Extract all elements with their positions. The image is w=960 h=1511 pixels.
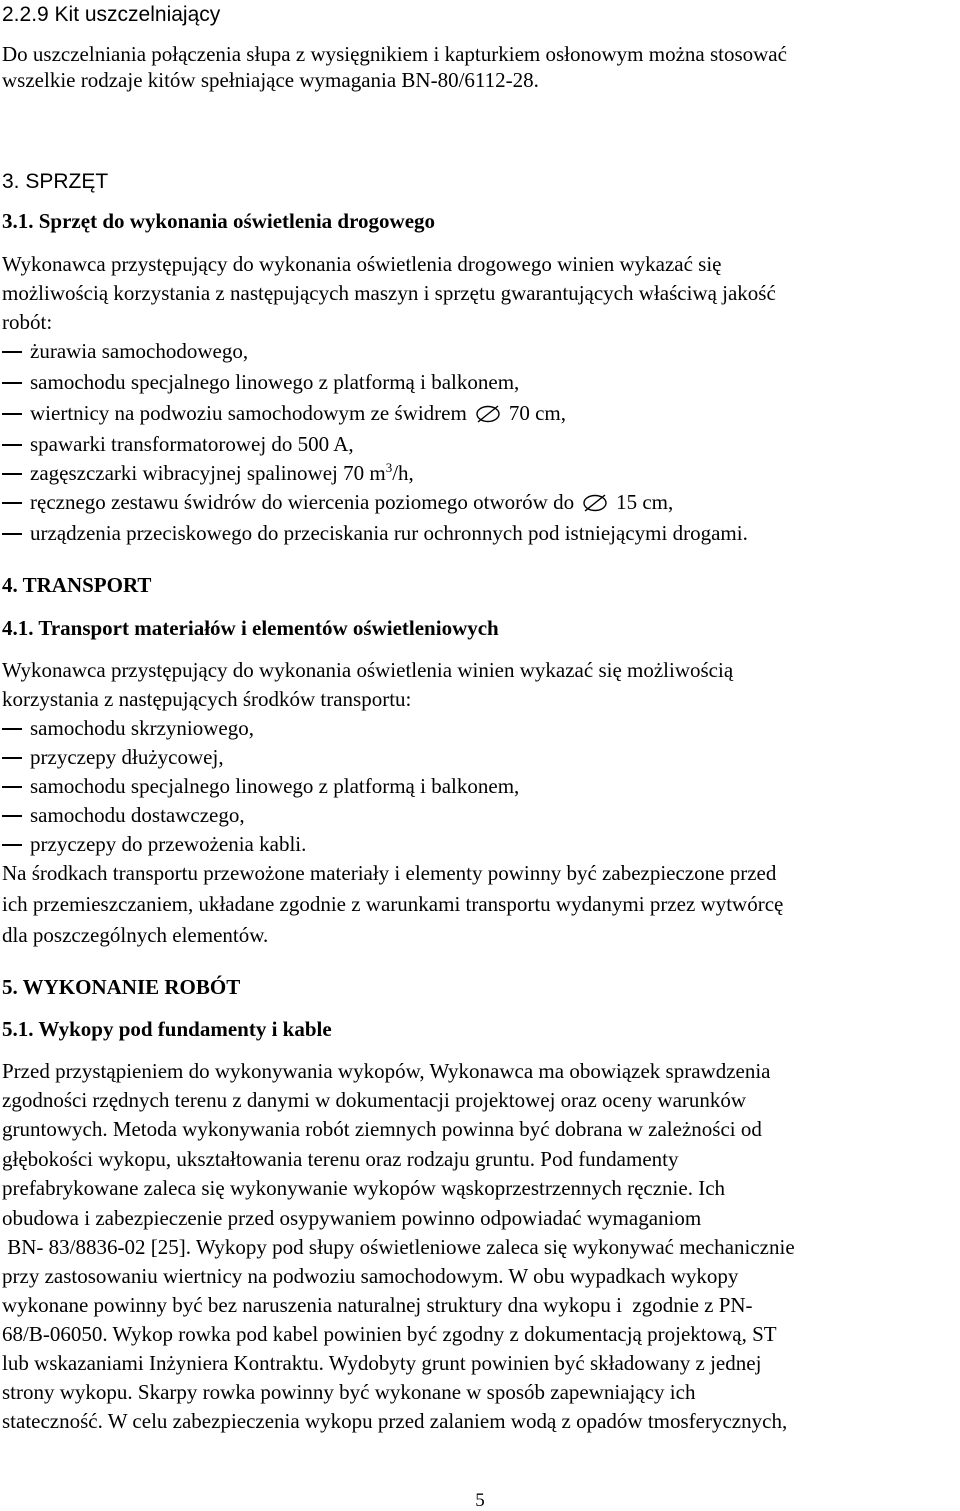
paragraph-line: głębokości wykopu, ukształtowania terenu oraz rodzaju gruntu. Pod fundamenty xyxy=(2,1147,679,1171)
paragraph-line: możliwością korzystania z następujących maszyn i sprzętu gwarantujących właściwą jakość xyxy=(2,281,776,305)
superscript: 3 xyxy=(385,460,393,475)
list-item-suffix: 15 cm, xyxy=(616,490,674,514)
list-dash xyxy=(2,533,22,535)
list-item-text: ręcznego zestawu świdrów do wiercenia poziomego otworów do xyxy=(30,490,575,514)
list-item: urządzenia przeciskowego do przeciskania rur ochronnych pod istniejącymi drogami. xyxy=(30,521,748,545)
list-item-text: zagęszczarki wibracyjnej spalinowej 70 m xyxy=(30,461,386,485)
list-item-suffix: /h, xyxy=(392,461,414,485)
paragraph-line: lub wskazaniami Inżyniera Kontraktu. Wydobyty grunt powinien być składowany z jednej xyxy=(2,1351,762,1375)
list-item xyxy=(30,403,566,424)
paragraph-line: obudowa i zabezpieczenie przed osypywaniem powinno odpowiadać wymaganiom xyxy=(2,1206,702,1230)
list-dash xyxy=(2,413,22,415)
list-dash xyxy=(2,786,22,788)
list-dash xyxy=(2,757,22,759)
subsection-heading-4-1: 4.1. Transport materiałów i elementów oświetleniowych xyxy=(2,616,499,640)
paragraph-line: gruntowych. Metoda wykonywania robót ziemnych powinna być dobrana w zależności od xyxy=(2,1117,762,1141)
list-dash xyxy=(2,815,22,817)
diameter-symbol-icon xyxy=(580,494,610,512)
list-item: przyczepy dłużycowej, xyxy=(30,745,224,769)
paragraph-line: korzystania z następujących środków transportu: xyxy=(2,687,412,711)
subsection-heading-3-1: 3.1. Sprzęt do wykonania oświetlenia drogowego xyxy=(2,209,436,233)
paragraph-line: Do uszczelniania połączenia słupa z wysięgnikiem i kapturkiem osłonowym można stosować xyxy=(2,42,787,66)
list-dash xyxy=(2,382,22,384)
paragraph-line: robót: xyxy=(2,310,53,334)
paragraph-line: Wykonawca przystępujący do wykonania oświetlenia drogowego winien wykazać się xyxy=(2,252,722,276)
paragraph-line: wykonane powinny być bez naruszenia naturalnej struktury dna wykopu i zgodnie z PN- xyxy=(2,1293,753,1317)
list-dash xyxy=(2,728,22,730)
list-item: samochodu specjalnego linowego z platformą i balkonem, xyxy=(30,370,520,394)
list-dash xyxy=(2,473,22,475)
list-item: żurawia samochodowego, xyxy=(30,339,249,363)
paragraph-line: 68/B-06050. Wykop rowka pod kabel powinien być zgodny z dokumentacją projektową, ST xyxy=(2,1322,777,1346)
list-item-suffix: 70 cm, xyxy=(508,401,566,425)
list-dash xyxy=(2,844,22,846)
diameter-symbol-icon xyxy=(473,405,503,423)
list-item-text: wiertnicy na podwoziu samochodowym ze świdrem xyxy=(30,401,467,425)
paragraph-line: ich przemieszczaniem, układane zgodnie z warunkami transportu wydanymi przez wytwórcę xyxy=(2,892,784,916)
page-number: 5 xyxy=(475,1490,485,1511)
list-item xyxy=(30,460,414,485)
section-heading-4: 4. TRANSPORT xyxy=(2,573,152,597)
list-item: samochodu skrzyniowego, xyxy=(30,716,254,740)
paragraph-line: BN- 83/8836-02 [25]. Wykopy pod słupy oświetleniowe zaleca się wykonywać mechanicznie xyxy=(2,1235,795,1259)
list-item: samochodu dostawczego, xyxy=(30,803,245,827)
paragraph-line: Wykonawca przystępujący do wykonania oświetlenia winien wykazać się możliwością xyxy=(2,658,734,682)
paragraph-line: wszelkie rodzaje kitów spełniające wymagania BN-80/6112-28. xyxy=(2,68,539,92)
list-dash xyxy=(2,444,22,446)
paragraph-line: Na środkach transportu przewożone materiały i elementy powinny być zabezpieczone przed xyxy=(2,861,777,885)
paragraph-line: przy zastosowaniu wiertnicy na podwoziu samochodowym. W obu wypadkach wykopy xyxy=(2,1264,739,1288)
list-item: przyczepy do przewożenia kabli. xyxy=(30,832,307,856)
subsection-heading-5-1: 5.1. Wykopy pod fundamenty i kable xyxy=(2,1017,332,1041)
paragraph-line: dla poszczególnych elementów. xyxy=(2,923,269,947)
paragraph-line: prefabrykowane zaleca się wykonywanie wykopów wąskoprzestrzennych ręcznie. Ich xyxy=(2,1176,726,1200)
paragraph-line: strony wykopu. Skarpy rowka powinny być wykonane w sposób zapewniający ich xyxy=(2,1380,696,1404)
section-heading-2-2-9: 2.2.9 Kit uszczelniający xyxy=(2,3,221,26)
list-item: samochodu specjalnego linowego z platformą i balkonem, xyxy=(30,774,520,798)
paragraph-line: Przed przystąpieniem do wykonywania wykopów, Wykonawca ma obowiązek sprawdzenia xyxy=(2,1059,771,1083)
list-item xyxy=(30,492,673,513)
section-heading-5: 5. WYKONANIE ROBÓT xyxy=(2,975,241,999)
section-heading-3: 3. SPRZĘT xyxy=(2,170,109,193)
paragraph-line: stateczność. W celu zabezpieczenia wykopu przed zalaniem wodą z opadów tmosferycznych, xyxy=(2,1409,788,1433)
paragraph-line: zgodności rzędnych terenu z danymi w dokumentacji projektowej oraz oceny warunków xyxy=(2,1088,747,1112)
list-dash xyxy=(2,351,22,353)
list-dash xyxy=(2,502,22,504)
list-item: spawarki transformatorowej do 500 A, xyxy=(30,432,354,456)
